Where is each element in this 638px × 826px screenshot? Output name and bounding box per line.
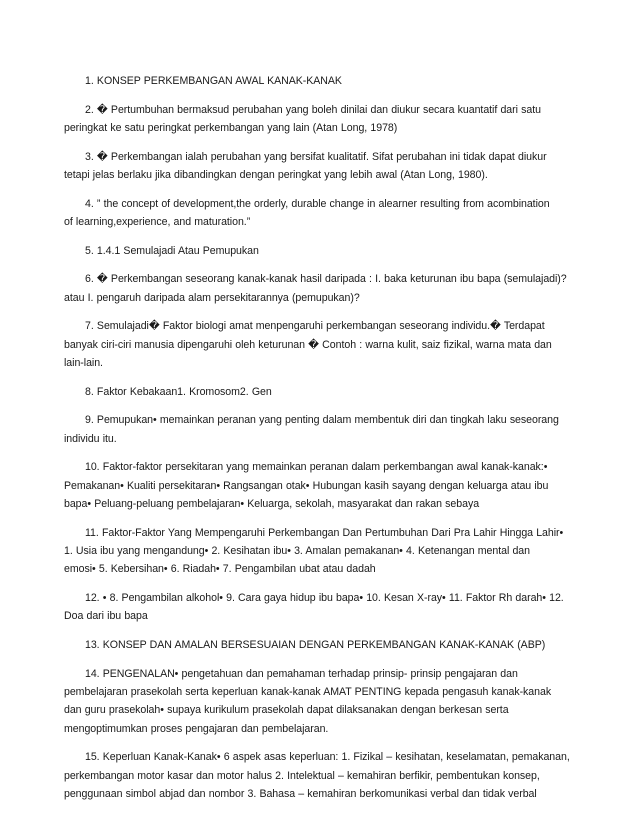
paragraph-6 bbox=[64, 270, 567, 307]
paragraph-line: mengoptimumkan proses pengajaran dan pembelajaran. bbox=[64, 722, 329, 735]
paragraph-line: 1. Usia ibu yang mengandung• 2. Kesihatan ibu• 3. Amalan pemakanan• 4. Ketenangan mental dan bbox=[64, 545, 530, 557]
paragraph-line: 2. � Pertumbuhan bermaksud perubahan yang boleh dinilai dan diukur secara kuantatif dari satu bbox=[85, 103, 541, 116]
paragraph-line: 3. � Perkembangan ialah perubahan yang bersifat kualitatif. Sifat perubahan ini tidak dapat diukur bbox=[85, 150, 547, 163]
paragraph-11 bbox=[64, 524, 564, 579]
paragraph-line: atau I. pengaruh daripada alam persekitarannya (pemupukan)? bbox=[64, 291, 360, 304]
paragraph-line: 4. ” the concept of development,the orderly, durable change in alearner resulting from acombination bbox=[85, 197, 550, 210]
paragraph-line: 1. KONSEP PERKEMBANGAN AWAL KANAK-KANAK bbox=[85, 75, 342, 87]
paragraph-line: pembelajaran prasekolah serta keperluan kanak-kanak AMAT PENTING kepada pengasuh kanak-kanak bbox=[64, 686, 552, 698]
paragraph-12 bbox=[64, 589, 564, 626]
paragraph-line: perkembangan motor kasar dan motor halus 2. Intelektual – kemahiran berfikir, pembentukan konsep, bbox=[64, 769, 540, 782]
paragraph-line: banyak ciri-ciri manusia dipengaruhi oleh keturunan � Contoh : warna kulit, saiz fizikal, warna mata dan bbox=[64, 338, 552, 351]
paragraph-line: of learning,experience, and maturation.” bbox=[64, 216, 251, 228]
paragraph-line: peringkat ke satu peringkat perkembangan yang lain (Atan Long, 1978) bbox=[64, 122, 398, 134]
paragraph-line: individu itu. bbox=[64, 432, 117, 445]
paragraph-1 bbox=[64, 72, 564, 90]
paragraph-line: tetapi jelas berlaku jika dibandingkan dengan peringkat yang lebih awal (Atan Long, 1980). bbox=[64, 169, 488, 181]
paragraph-14 bbox=[64, 665, 564, 739]
paragraph-line: Pemakanan• Kualiti persekitaran• Rangsangan otak• Hubungan kasih sayang dengan keluarga atau ibu bbox=[64, 479, 549, 492]
paragraph-line: 11. Faktor-Faktor Yang Mempengaruhi Perkembangan Dan Pertumbuhan Dari Pra Lahir Hingga Lahir• bbox=[85, 526, 564, 539]
document-body bbox=[64, 72, 570, 814]
paragraph-7 bbox=[64, 317, 564, 372]
paragraph-line: 13. KONSEP DAN AMALAN BERSESUAIAN DENGAN PERKEMBANGAN KANAK-KANAK (ABP) bbox=[85, 639, 546, 651]
paragraph-2 bbox=[64, 101, 564, 138]
paragraph-line: lain-lain. bbox=[64, 357, 103, 369]
paragraph-line: Doa dari ibu bapa bbox=[64, 610, 148, 623]
paragraph-5 bbox=[64, 242, 564, 260]
paragraph-15 bbox=[64, 748, 570, 803]
paragraph-line: 9. Pemupukan• memainkan peranan yang penting dalam membentuk diri dan tingkah laku seseorang bbox=[85, 414, 559, 427]
paragraph-line: 8. Faktor Kebakaan1. Kromosom2. Gen bbox=[85, 385, 272, 398]
paragraph-line: 7. Semulajadi� Faktor biologi amat menpengaruhi perkembangan seseorang individu.� Terdapat bbox=[85, 320, 545, 333]
paragraph-line: 15. Keperluan Kanak-Kanak• 6 aspek asas keperluan: 1. Fizikal – kesihatan, keselamatan, pemakanan, bbox=[85, 751, 570, 764]
paragraph-4 bbox=[64, 195, 564, 232]
paragraph-line: 14. PENGENALAN• pengetahuan dan pemahaman terhadap prinsip- prinsip pengajaran dan bbox=[85, 667, 518, 680]
paragraph-line: 5. 1.4.1 Semulajadi Atau Pemupukan bbox=[85, 244, 259, 257]
paragraph-line: bapa• Peluang-peluang pembelajaran• Keluarga, sekolah, masyarakat dan rakan sebaya bbox=[64, 498, 480, 510]
paragraph-line: 6. � Perkembangan seseorang kanak-kanak hasil daripada : I. baka keturunan ibu bapa (semulajadi)? bbox=[85, 273, 567, 286]
paragraph-13 bbox=[64, 636, 564, 654]
paragraph-line: penggunaan simbol abjad dan nombor 3. Bahasa – kemahiran berkomunikasi verbal dan tidak verbal bbox=[64, 788, 537, 801]
paragraph-line: emosi• 5. Kebersihan• 6. Riadah• 7. Pengambilan ubat atau dadah bbox=[64, 563, 376, 576]
paragraph-10 bbox=[64, 458, 564, 513]
paragraph-line: 10. Faktor-faktor persekitaran yang memainkan peranan dalam perkembangan awal kanak-kanak:• bbox=[85, 461, 548, 474]
paragraph-8 bbox=[64, 383, 564, 401]
paragraph-3 bbox=[64, 148, 564, 185]
paragraph-line: 12. • 8. Pengambilan alkohol• 9. Cara gaya hidup ibu bapa• 10. Kesan X-ray• 11. Faktor Rh darah• 12. bbox=[85, 592, 564, 604]
paragraph-9 bbox=[64, 411, 564, 448]
paragraph-line: dan guru prasekolah• supaya kurikulum prasekolah dapat dilaksanakan dengan berkesan serta bbox=[64, 704, 509, 717]
